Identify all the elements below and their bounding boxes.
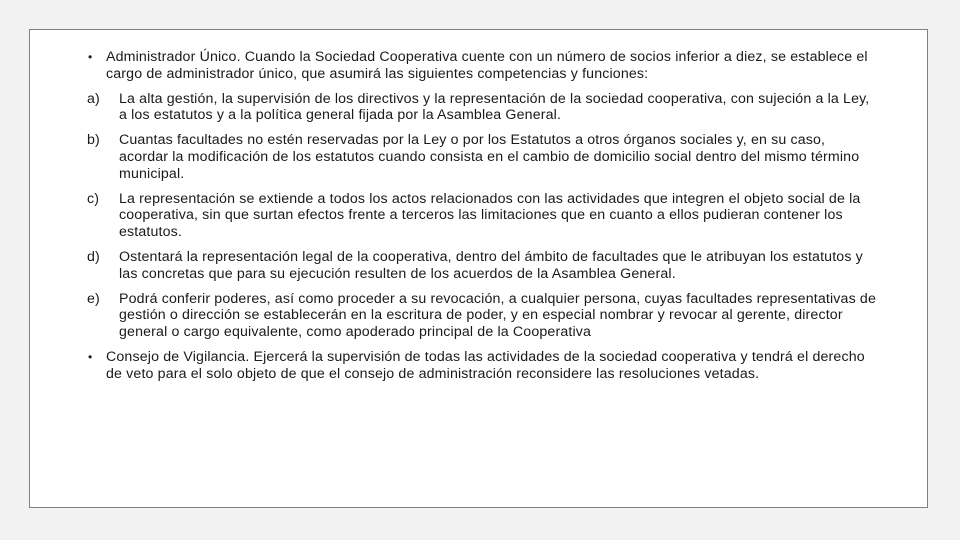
list-marker-a: a): [87, 90, 100, 107]
list-marker-c: c): [87, 190, 100, 207]
bullet-marker: •: [88, 50, 93, 64]
list-text-e: Podrá conferir poderes, así como proceder a su revocación, a cualquier persona, cuyas facultades representativas de gestión o dirección se establecerán en la escritura de poder, y en especial nombrar y revocar al gerente, director general o cargo equivalente, como apoderado principal de la Cooperativa: [119, 290, 876, 340]
list-item-e: [87, 291, 877, 341]
list-marker-b: b): [87, 132, 100, 149]
list-text-a: La alta gestión, la supervisión de los directivos y la representación de la sociedad cooperativa, con sujeción a la Ley, a los estatutos y a la política general fijada por la Asamblea General.: [119, 90, 870, 124]
list-text-c: La representación se extiende a todos los actos relacionados con las actividades que integren el objeto social de la cooperativa, sin que surtan efectos frente a terceros las limitaciones que en cuanto a ellos pudieran contener los estatutos.: [119, 190, 861, 240]
slide-frame: [29, 29, 928, 508]
bullet-text: Consejo de Vigilancia. Ejercerá la supervisión de todas las actividades de la sociedad cooperativa y tendrá el derecho de veto para el solo objeto de que el consejo de administración reconsidere las resoluciones vetadas.: [106, 348, 865, 382]
list-item-b: [87, 132, 877, 182]
list-text-d: Ostentará la representación legal de la cooperativa, dentro del ámbito de facultades que le atribuyan los estatutos y las concretas que para su ejecución resulten de los acuerdos de la Asamblea General.: [119, 248, 863, 282]
list-item-c: [87, 191, 877, 241]
list-item-d: [87, 249, 877, 282]
bullet-administrador-unico: [87, 49, 877, 82]
list-item-a: [87, 91, 877, 124]
bullet-marker: •: [88, 349, 93, 364]
bullet-consejo-vigilancia: [87, 349, 877, 382]
list-marker-e: e): [87, 290, 100, 307]
slide-content: [87, 49, 877, 391]
bullet-text: Administrador Único. Cuando la Sociedad Cooperativa cuente con un número de socios inferior a diez, se establece el cargo de administrador único, que asumirá las siguientes competencias y funciones:: [106, 49, 868, 82]
list-marker-d: d): [87, 248, 100, 265]
list-text-b: Cuantas facultades no estén reservadas por la Ley o por los Estatutos a otros órganos sociales y, en su caso, acordar la modificación de los estatutos cuando consista en el cambio de domicilio social dentro del mismo término municipal.: [119, 132, 860, 182]
